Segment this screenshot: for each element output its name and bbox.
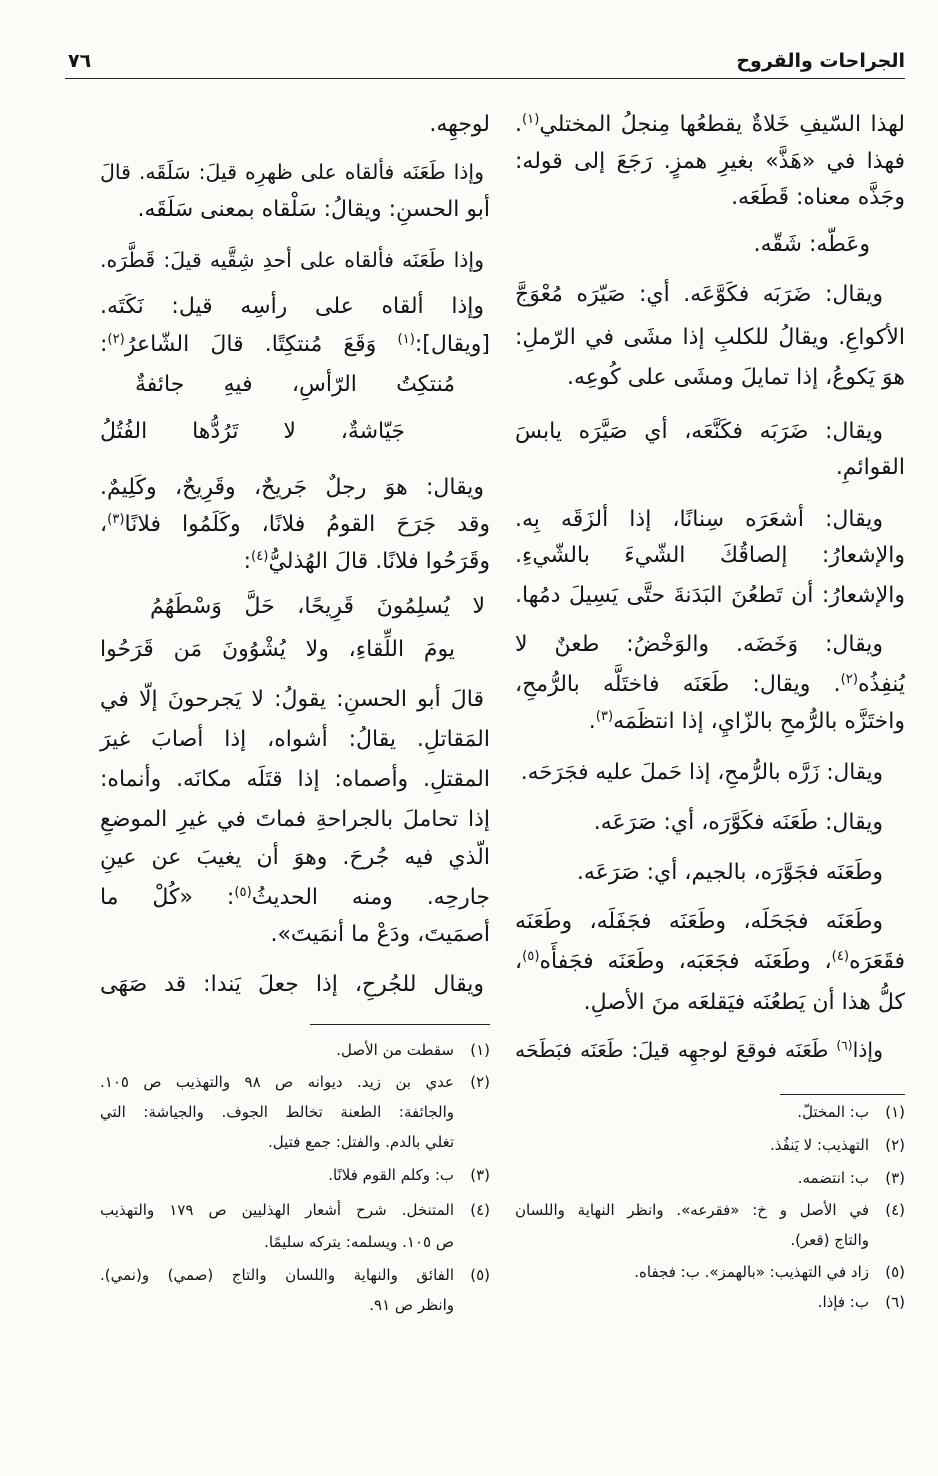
text-line <box>100 917 490 953</box>
footnote-ref: (٣) <box>107 512 125 528</box>
footnote-line <box>515 1258 905 1286</box>
text-segment: ، <box>100 512 108 537</box>
text-segment: وطَعَنَه فجَحَلَه، وطَعَنَه فجَفَلَه، وطَعَنَه <box>515 909 883 934</box>
footnote-text: المتنخل. شرح أشعار الهذليين ص ١٧٩ والتهذيب <box>100 1201 454 1219</box>
text-segment: وإذا طَعَنَه فألقاه على أحدِ شِقَّيه قيلَ: قَطَّرَه. <box>100 248 484 272</box>
text-segment: ويقال للجُرحِ، إذا جعلَ يَندا: قد صَهَى <box>100 972 484 997</box>
footnote-text: زاد في التهذيب: «بالهمز». ب: فجفاه. <box>634 1263 869 1281</box>
text-segment: . <box>515 112 522 137</box>
footnote-line <box>515 1196 905 1224</box>
text-segment: ويقال: هوَ رجلٌ جَريحٌ، وقَرِيحٌ، وكَلِيمٌ. <box>100 475 484 500</box>
text-line <box>515 755 905 791</box>
text-segment: القوائمِ. <box>835 455 905 480</box>
text-segment: وإذا <box>852 1038 883 1062</box>
footnote-text: والتاج (قعر). <box>790 1231 869 1249</box>
footnote-line <box>515 1226 905 1254</box>
footnote-marker: (٦) <box>885 1293 905 1311</box>
footnote-text: ب: وكلم القوم فلانًا. <box>328 1166 454 1184</box>
text-segment: وَقَعَ مُنتكِتًا. قالَ الشّاعرُ <box>124 332 398 357</box>
text-segment: طَعَنَه فوقعَ لوجهِه قيلَ: طَعَنَه فبَطَحَه <box>515 1038 837 1062</box>
footnote-line <box>100 1128 490 1156</box>
text-segment: وعَطّه: شَقّه. <box>753 232 870 257</box>
footnote-line <box>100 1261 490 1289</box>
footnote-text: ب: فإذا. <box>817 1293 869 1311</box>
text-segment: ، وطَعَنَه فجَعَبَه، وطَعَنَه فجَفأَه <box>539 949 832 974</box>
footnote-marker: (٤) <box>885 1201 905 1219</box>
footnote-line <box>100 1161 490 1189</box>
text-line <box>515 180 905 216</box>
footnote-marker: (٢) <box>885 1136 905 1154</box>
text-segment: ، <box>515 949 523 974</box>
footnote-line <box>100 1068 490 1096</box>
footnote-line <box>100 1228 490 1256</box>
text-line <box>515 805 905 841</box>
footnote-ref: (٢) <box>107 332 125 348</box>
footnote-marker: (٤) <box>470 1201 490 1219</box>
footnote-ref: (٥) <box>522 949 540 965</box>
text-segment: الّذي فيه جُرحَ. وهوَ أن يغيبَ عن عينِ <box>100 845 490 870</box>
footnote-line <box>100 1036 490 1064</box>
text-segment: ويقال: أشعَرَه سِنانًا، إذا ألزَقَه بِه. <box>515 507 883 532</box>
text-line <box>100 967 490 1003</box>
text-segment: وإذا طَعَنَه فألقاه على ظهرِه قيلَ: سَلَقَه. قالَ <box>100 160 484 184</box>
text-segment: وإذا ألقاه على رأسِه قيل: نَكَتَه. <box>100 294 484 319</box>
text-line <box>515 414 905 450</box>
text-line <box>100 544 490 580</box>
text-segment: : «كُلْ ما <box>100 885 235 910</box>
text-segment: وجَذَّه معناه: قَطَعَه. <box>731 185 905 210</box>
footnote-ref: (٤) <box>251 549 269 565</box>
text-segment: . <box>588 709 596 734</box>
footnote-line <box>100 1196 490 1224</box>
text-line <box>100 289 490 325</box>
text-segment: واختَزَّه بالرُّمحِ بالزّايِ، إذا انتظَمَه <box>613 709 905 734</box>
text-segment: ويقال: وَخَضَه. والوَخْضُ: طعنٌ لا <box>515 632 883 657</box>
footnote-line <box>515 1098 905 1126</box>
text-segment: والإشعارُ: أن تَطعُنَ البَدَنةَ حتَّى يَسِيلَ دمُها. <box>515 583 905 608</box>
text-line <box>515 985 905 1021</box>
footnote-line <box>100 1291 490 1319</box>
footnote-ref: (٤) <box>831 949 850 965</box>
footnote-separator <box>780 1094 905 1095</box>
footnote-text: في الأصل و خ: «فقرعه». وانظر النهاية واللسان <box>515 1201 869 1219</box>
footnote-text: التهذيب: لا يَنفُذ. <box>769 1136 869 1154</box>
footnote-marker: (٣) <box>885 1169 905 1187</box>
footnote-text: ب: المختلّ. <box>797 1103 869 1121</box>
text-line <box>515 144 905 180</box>
text-line <box>100 762 490 798</box>
verse-line <box>100 632 490 668</box>
text-segment: فهذا في «هَذَّ» بغيرِ همزٍ. رَجَعَ إلى قوله: <box>515 149 905 174</box>
text-line <box>515 538 905 574</box>
text-line <box>515 855 905 891</box>
footnote-ref: (١) <box>397 332 415 348</box>
footnote-line <box>515 1164 905 1192</box>
text-segment: يُنفِذُه <box>858 672 905 697</box>
footnote-text: عدي بن زيد. ديوانه ص ٩٨ والتهذيب ص ١٠٥. <box>100 1073 455 1091</box>
footnote-ref: (٣) <box>595 709 614 725</box>
footnote-ref: (١) <box>522 112 540 128</box>
text-segment: . ويقال: طَعَنَه فاختَلَّه بالرُّمحِ، <box>515 672 841 697</box>
text-segment: المَقاتلِ. يقالُ: أشواه، إذا أصابَ غيرَ <box>100 727 490 752</box>
text-segment: ويقال: ضَرَبَه فكَوَّعَه. أي: صَيّرَه مُعْوَجَّ <box>515 282 883 307</box>
text-segment: فقَعَرَه <box>849 949 905 974</box>
text-segment: الأكواعِ. ويقالُ للكلبِ إذا مشَى في الرّملِ: <box>515 325 905 350</box>
footnote-text: الفائق والنهاية واللسان والتاج (صمي) و(نمي). <box>100 1266 454 1284</box>
text-segment: جارحِه. ومنه الحديثُ <box>251 885 491 910</box>
text-segment: : <box>243 549 252 574</box>
footnote-ref: (٥) <box>234 885 252 901</box>
text-segment: والإشعارُ: إلصاقُكَ الشّيءَ بالشّيءِ. <box>515 543 905 568</box>
page-number: ٧٦ <box>68 50 92 72</box>
text-segment: أصمَيتَ، ودَعْ ما أنمَيتَ». <box>270 922 490 947</box>
text-segment: مُنتكِتُ الرّأسِ، فيهِ جائفةٌ <box>135 372 455 397</box>
footnote-text: سقطت من الأصل. <box>336 1041 454 1059</box>
text-segment: هوَ يَكوعُ، إذا تمايلَ ومشَى على كُوعِه. <box>566 365 905 390</box>
footnote-text: والجائفة: الطعنة تخالط الجوف. والجياشة: التي <box>100 1103 454 1121</box>
footnote-marker: (١) <box>885 1103 905 1121</box>
left-column <box>100 0 490 1476</box>
footnote-text: ص ١٠٥. ويسلمه: يتركه سليمًا. <box>264 1233 454 1251</box>
footnote-marker: (٣) <box>470 1166 490 1184</box>
text-segment: ويقال: ضَرَبَه فكَنَّعَه، أي صَيَّرَه يابسَ <box>515 419 883 444</box>
text-segment: كلُّ هذا أن يَطعُنَه فيَقلعَه منَ الأصلِ. <box>583 990 905 1015</box>
text-segment: وطَعَنَه فجَوَّرَه، بالجيم، أي: صَرَعَه. <box>576 860 883 885</box>
text-segment: لوجهِه. <box>429 112 490 137</box>
text-line <box>515 704 905 740</box>
text-line <box>100 192 490 228</box>
text-line <box>515 502 905 538</box>
verse-line <box>100 414 490 450</box>
verse-line <box>100 589 490 625</box>
text-line <box>515 904 905 940</box>
footnote-marker: (٥) <box>885 1263 905 1281</box>
text-line <box>515 627 905 663</box>
text-segment: قالَ أبو الحسنِ: يقولُ: لا يَجرحونَ إلّا في <box>100 687 484 712</box>
footnote-ref: (٦) <box>836 1038 853 1053</box>
text-line <box>100 470 490 506</box>
text-line <box>515 277 905 313</box>
text-line <box>515 107 905 143</box>
text-line <box>515 1032 905 1068</box>
verse-line <box>100 367 490 403</box>
footnote-marker: (٢) <box>470 1073 490 1091</box>
text-segment: ويقال: زَرَّه بالرُّمحِ، إذا حَملَ عليه فجَرَحَه. <box>520 760 883 785</box>
text-line <box>515 360 905 396</box>
text-line <box>515 227 905 263</box>
text-segment: لا يُسلِمُونَ قَرِيحًا، حَلَّ وَسْطَهُمُ <box>150 594 485 619</box>
text-line <box>515 667 905 703</box>
text-segment: يومَ اللِّقاءِ، ولا يُشْوُونَ مَن قَرَحُوا <box>100 637 455 662</box>
footnote-marker: (١) <box>470 1041 490 1059</box>
text-line <box>100 802 490 838</box>
text-segment: إذا تحاملَ بالجراحةِ فماتَ في غيرِ الموضعِ <box>100 807 490 832</box>
text-line <box>100 880 490 916</box>
text-segment: وقَرَحُوا فلانًا. قالَ الهُذليُّ <box>268 549 490 574</box>
text-segment: وقد جَرَحَ القومُ فلانًا، وكَلَمُوا فلانًا <box>124 512 490 537</box>
text-line <box>100 722 490 758</box>
text-line <box>515 944 905 980</box>
text-line <box>100 154 490 190</box>
footnote-line <box>100 1098 490 1126</box>
text-segment: لهذا السّيفِ خَلاةٌ يقطعُها مِنجلُ المختلي <box>539 112 905 137</box>
text-line <box>100 507 490 543</box>
footnote-line <box>515 1288 905 1316</box>
footnote-marker: (٥) <box>470 1266 490 1284</box>
text-segment: جَيّاشةٌ، لا تَرُدُّها الفُتُلُ <box>100 419 405 444</box>
footnote-separator <box>310 1024 490 1025</box>
text-line <box>515 578 905 614</box>
text-segment: [ويقال]: <box>414 332 490 357</box>
text-segment: ويقال: طَعَنَه فكَوَّرَه، أي: صَرَعَه. <box>593 810 883 835</box>
text-line <box>100 840 490 876</box>
text-line <box>100 682 490 718</box>
text-line <box>100 107 490 143</box>
text-segment: : <box>100 332 108 357</box>
right-column <box>515 0 905 1476</box>
text-line <box>515 450 905 486</box>
running-head: الجراحات والقروح <box>736 50 905 72</box>
text-segment: المقتلِ. وأصماه: إذا قتَلَه مكانَه. وأنماه: <box>100 767 490 792</box>
text-line <box>100 242 490 278</box>
text-segment: أبو الحسنِ: ويقالُ: سَلْقاه بمعنى سَلَقَه. <box>137 197 490 222</box>
text-line <box>515 320 905 356</box>
footnote-ref: (٢) <box>840 672 859 688</box>
footnote-line <box>515 1131 905 1159</box>
footnote-text: تغلي بالدم. والفتل: جمع فتيل. <box>268 1133 454 1151</box>
footnote-text: ب: انتضمه. <box>797 1169 869 1187</box>
footnote-text: وانظر ص ٩١. <box>369 1296 454 1314</box>
text-line <box>100 327 490 363</box>
